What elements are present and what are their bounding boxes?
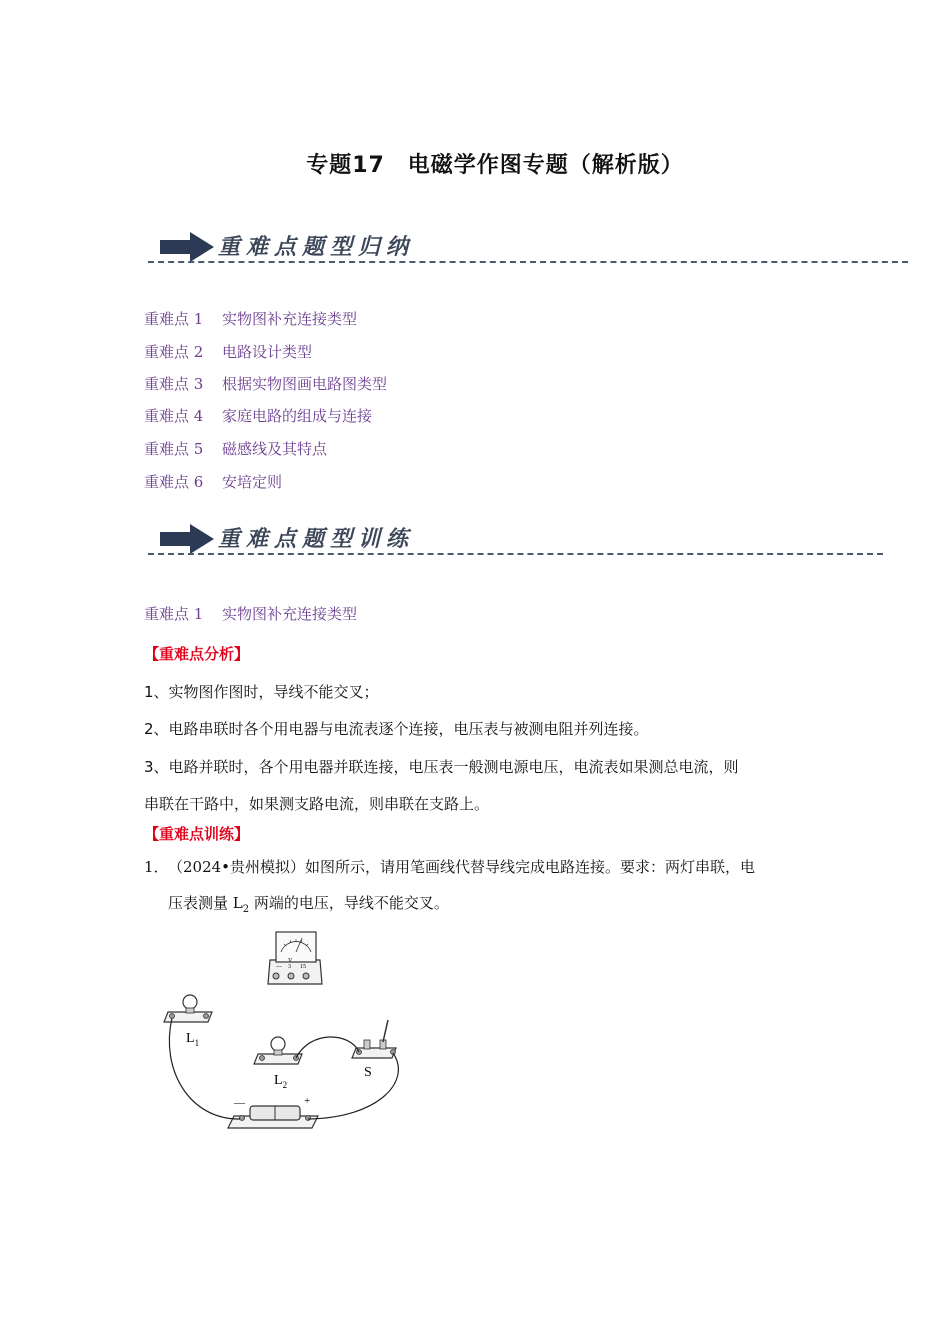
divider: [148, 553, 883, 555]
lamp-l2[interactable]: [254, 1037, 302, 1090]
analysis-point: 串联在干路中，如果测支路电流，则串联在支路上。: [144, 795, 490, 813]
toc-item[interactable]: 重难点 3 根据实物图画电路图类型: [144, 375, 388, 393]
switch-label: S: [364, 1065, 372, 1080]
analysis-heading: 【重难点分析】: [144, 645, 250, 663]
voltmeter[interactable]: [268, 932, 322, 984]
banner-title: 重难点题型归纳: [218, 234, 415, 260]
question-number: 1．: [144, 858, 169, 876]
voltmeter-label: V: [288, 958, 293, 964]
scale-15: 15: [300, 964, 306, 970]
arrow-icon: [160, 232, 216, 262]
question-text: （2024•贵州模拟）如图所示，请用笔画线代替导线完成电路连接。要求：两灯串联，电: [168, 858, 756, 876]
wire: [296, 1037, 359, 1058]
section-banner-training: [148, 520, 883, 560]
lamp-l2-label: $L_2$: [274, 1073, 288, 1090]
toc-item[interactable]: 重难点 2 电路设计类型: [144, 343, 313, 361]
section-banner-summary: [148, 228, 908, 268]
banner-title: 重难点题型训练: [218, 526, 415, 552]
page-title: 专题17 电磁学作图专题（解析版）: [306, 153, 684, 178]
toc-item[interactable]: 重难点 5 磁感线及其特点: [144, 440, 328, 458]
analysis-point: 1、实物图作图时，导线不能交叉；: [144, 683, 379, 701]
analysis-point: 2、电路串联时各个用电器与电流表逐个连接，电压表与被测电阻并列连接。: [144, 720, 649, 738]
question-text-line2: 压表测量 $L_2$ 两端的电压，导线不能交叉。: [168, 894, 449, 915]
toc-item[interactable]: 重难点 4 家庭电路的组成与连接: [144, 407, 373, 425]
scale-3: 3: [288, 964, 291, 970]
scale-minus: —: [276, 964, 282, 970]
lamp-l1-label: $L_1$: [186, 1031, 200, 1048]
toc-item[interactable]: 重难点 1 实物图补充连接类型: [144, 310, 358, 328]
battery[interactable]: [228, 1095, 318, 1128]
section-heading: 重难点 1 实物图补充连接类型: [144, 605, 358, 623]
toc-item[interactable]: 重难点 6 安培定则: [144, 473, 283, 491]
battery-minus: —: [234, 1097, 245, 1109]
circuit-figure: [150, 920, 420, 1140]
wire: [308, 1053, 398, 1119]
analysis-point: 3、电路并联时，各个用电器并联连接，电压表一般测电源电压，电流表如果测总电流，则: [144, 758, 739, 776]
battery-plus: +: [304, 1095, 311, 1107]
arrow-icon: [160, 524, 216, 554]
wire: [169, 1018, 240, 1119]
divider: [148, 261, 908, 263]
training-heading: 【重难点训练】: [144, 825, 250, 843]
